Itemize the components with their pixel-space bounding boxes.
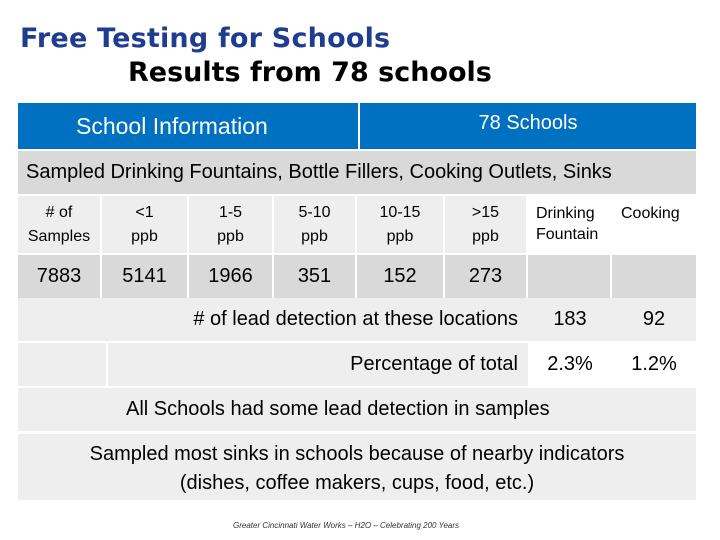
column-header-top: >15: [471, 203, 500, 221]
column-header-top: 10-15: [379, 203, 421, 221]
percentage-fountain-cell: [528, 343, 612, 386]
lead-detection-cooking-value: 92: [642, 308, 666, 330]
sampled-locations-row: [18, 151, 696, 194]
column-header-bottom: Samples: [27, 227, 91, 245]
cell-value: 1966: [208, 265, 253, 287]
sinks-row: [18, 434, 696, 500]
slide-title: Free Testing for Schools: [20, 23, 391, 54]
column-header-top: <1: [135, 203, 154, 221]
column-header-bottom: ppb: [301, 227, 328, 245]
location-headers: [528, 196, 696, 253]
column-header-10-15: [357, 196, 443, 253]
percentage-fountain-value: 2.3%: [547, 353, 593, 375]
column-header-gt15: [445, 196, 526, 253]
drinking-fountain-header-bottom: Fountain: [536, 226, 599, 243]
lead-detection-label: # of lead detection at these locations: [193, 308, 518, 330]
percentage-blank: [18, 343, 106, 386]
cell-value: 5141: [122, 265, 167, 287]
sinks-line-2: (dishes, coffee makers, cups, food, etc.): [179, 472, 535, 494]
cell-value: 273: [468, 265, 503, 287]
sinks-line-1: Sampled most sinks in schools because of nearby indicators: [89, 443, 625, 465]
column-header-bottom: ppb: [386, 227, 414, 245]
column-header-top: 5-10: [298, 203, 331, 221]
schools-count-label: 78 Schools: [478, 112, 578, 134]
lead-detection-label-cell: [18, 298, 528, 341]
column-header-1-5: [189, 196, 272, 253]
value-gt15: [445, 255, 526, 298]
lead-detection-cooking-cell: [612, 298, 696, 341]
value-cooking-empty: [612, 255, 696, 298]
column-header-top: 1-5: [218, 203, 243, 221]
column-header-bottom: ppb: [217, 227, 244, 245]
value-samples: [18, 255, 100, 298]
column-header-5-10: [274, 196, 355, 253]
slide-subtitle: Results from 78 schools: [128, 57, 492, 88]
column-header-samples: [18, 196, 100, 253]
drinking-fountain-header-top: Drinking: [536, 205, 595, 222]
all-schools-row: [18, 388, 696, 431]
lead-detection-fountain-value: 183: [553, 308, 587, 330]
value-5-10: [274, 255, 355, 298]
schools-count-header: [358, 103, 696, 149]
cell-value: 7883: [36, 265, 82, 287]
cell-value: 152: [383, 265, 417, 287]
all-schools-text: All Schools had some lead detection in samples: [126, 398, 550, 420]
cooking-header: Cooking: [621, 205, 680, 222]
value-lt1: [102, 255, 187, 298]
footer-text: Greater Cincinnati Water Works – H2O – Celebrating 200 Years: [233, 521, 460, 530]
value-10-15: [357, 255, 443, 298]
column-header-bottom: ppb: [472, 227, 499, 245]
school-information-header: [18, 103, 358, 149]
percentage-cooking-value: 1.2%: [631, 353, 677, 375]
lead-detection-fountain-cell: [528, 298, 612, 341]
school-information-label: School Information: [76, 112, 268, 139]
percentage-label-box: [108, 343, 528, 386]
column-header-bottom: ppb: [131, 227, 158, 245]
column-header-lt1: [102, 196, 187, 253]
value-1-5: [189, 255, 272, 298]
percentage-cooking-cell: [612, 343, 696, 386]
percentage-label-cell: [18, 343, 528, 386]
value-fountain-empty: [528, 255, 610, 298]
sampled-locations-text: Sampled Drinking Fountains, Bottle Fillers, Cooking Outlets, Sinks: [26, 161, 612, 183]
column-header-top: # of: [45, 203, 73, 221]
percentage-label: Percentage of total: [350, 353, 518, 375]
cell-value: 351: [297, 265, 332, 287]
